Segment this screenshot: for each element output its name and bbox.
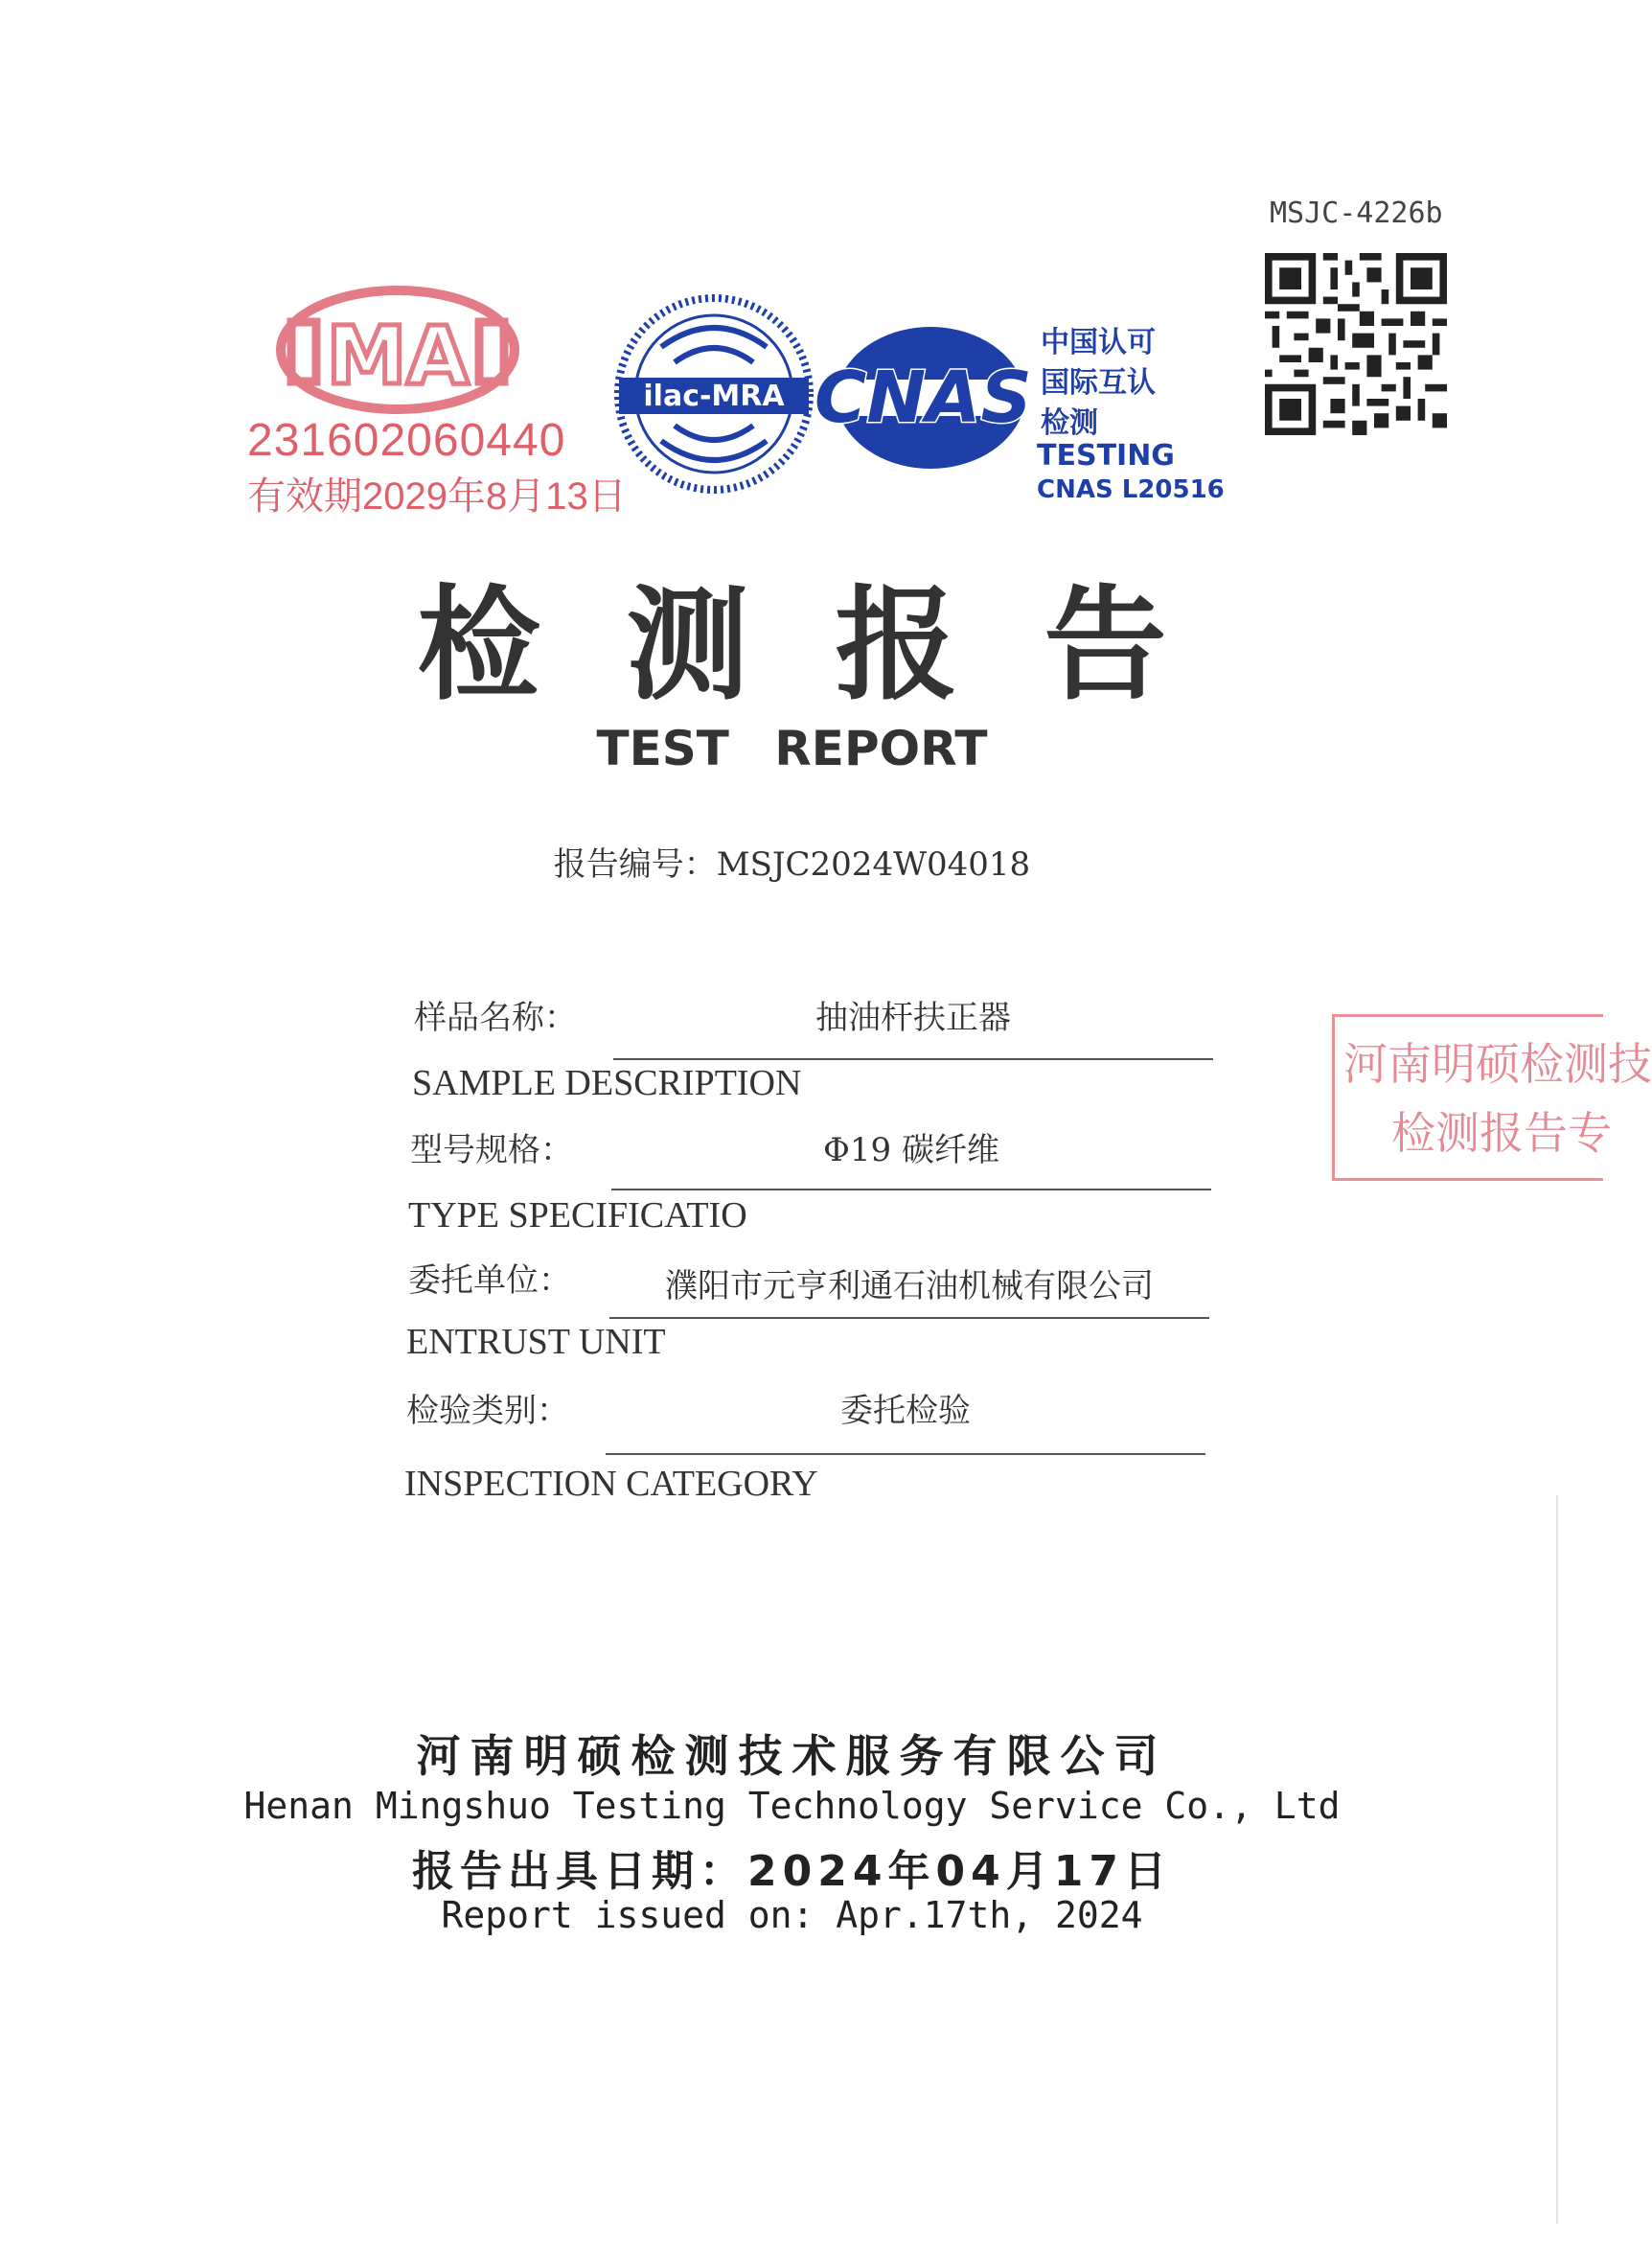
company-name-cn: 河南明硕检测技术服务有限公司 <box>416 1730 1168 1782</box>
cnas-testing: TESTING <box>1037 439 1175 473</box>
report-title-cn: 检测报告 <box>417 574 1253 717</box>
sample-name-underline <box>613 1058 1213 1060</box>
entrust-unit-label-en: ENTRUST UNIT <box>406 1322 666 1362</box>
type-spec-value: Φ19 碳纤维 <box>823 1131 999 1169</box>
inspection-category-label-en: INSPECTION CATEGORY <box>404 1464 818 1504</box>
ilac-mra-logo <box>611 289 816 498</box>
inspection-category-label: 检验类别： <box>406 1392 569 1430</box>
inspection-category-underline <box>606 1453 1205 1455</box>
type-spec-underline <box>611 1189 1211 1190</box>
ma-validity: 有效期2029年8月13日 <box>247 475 627 518</box>
seal-line1: 河南明硕检测技 <box>1343 1038 1652 1090</box>
ma-logo <box>274 284 521 416</box>
svg-text:MA: MA <box>326 309 470 403</box>
issue-date-en: Report issued on: Apr.17th, 2024 <box>441 1894 1143 1936</box>
cnas-cn-line3: 检测 <box>1041 406 1098 440</box>
ma-cert-number: 231602060440 <box>247 415 566 466</box>
cnas-license: CNAS L20516 <box>1037 475 1225 504</box>
svg-text:CNAS: CNAS <box>815 357 1032 439</box>
document-code: MSJC-4226b <box>1270 196 1443 230</box>
cnas-cn-line1: 中国认可 <box>1041 326 1156 359</box>
type-spec-label-en: TYPE SPECIFICATIO <box>408 1195 747 1236</box>
cnas-cn-line2: 国际互认 <box>1041 366 1156 400</box>
sample-name-value: 抽油杆扶正器 <box>815 999 1011 1037</box>
issue-date-cn: 报告出具日期：2024年04月17日 <box>412 1847 1172 1896</box>
sample-name-label: 样品名称： <box>414 999 577 1037</box>
seal-line2: 检测报告专 <box>1391 1107 1612 1159</box>
svg-text:ilac-MRA: ilac-MRA <box>643 380 785 413</box>
report-number: 报告编号：MSJC2024W04018 <box>553 845 1031 884</box>
company-name-en: Henan Mingshuo Testing Technology Service Co., Ltd <box>243 1785 1341 1827</box>
entrust-unit-underline <box>609 1317 1209 1319</box>
entrust-unit-value: 濮阳市元亨利通石油机械有限公司 <box>665 1267 1154 1305</box>
report-title-en: TEST REPORT <box>596 721 988 776</box>
qr-code <box>1265 251 1447 437</box>
type-spec-label: 型号规格： <box>410 1131 573 1169</box>
cnas-logo <box>811 311 1060 483</box>
scan-edge-line <box>1556 1495 1558 2224</box>
entrust-unit-label: 委托单位： <box>408 1261 571 1300</box>
sample-name-label-en: SAMPLE DESCRIPTION <box>412 1063 802 1103</box>
inspection-category-value: 委托检验 <box>840 1392 971 1430</box>
